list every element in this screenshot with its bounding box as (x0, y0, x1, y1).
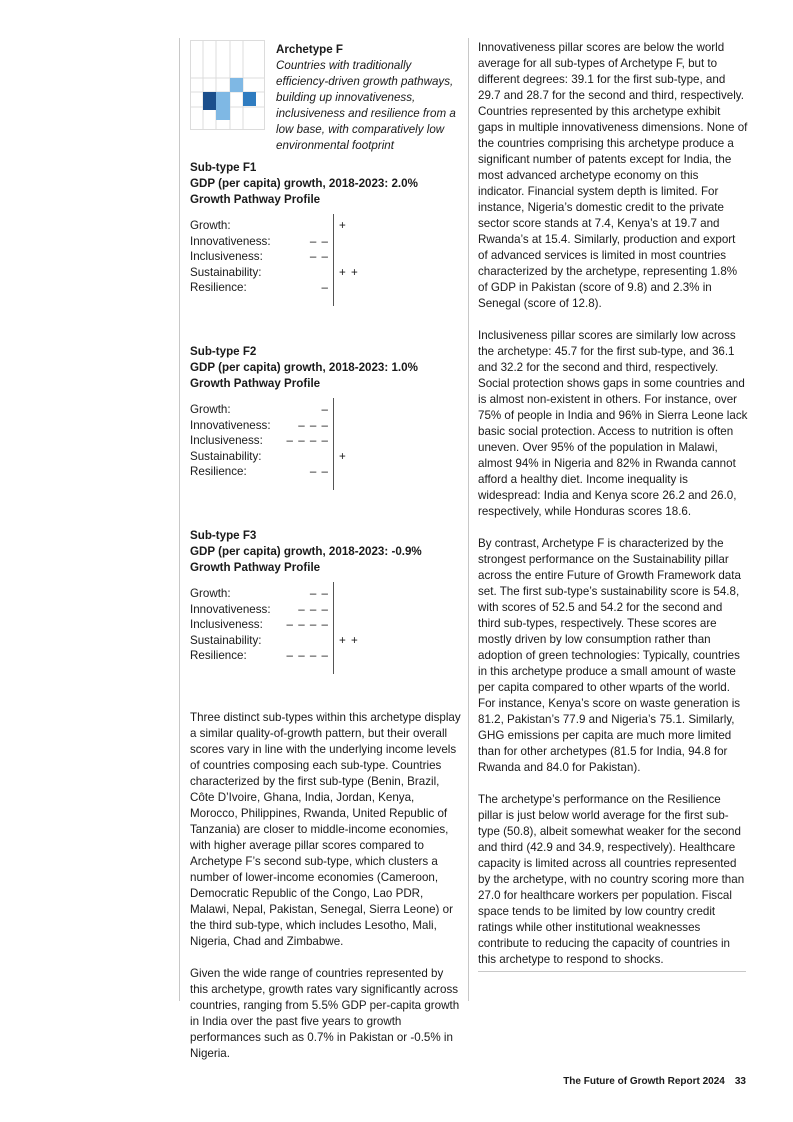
profile-label: Growth: (190, 587, 231, 600)
page-footer (563, 1076, 746, 1087)
archetype-header (190, 40, 462, 160)
profile-row (190, 402, 462, 417)
profile-row (190, 586, 462, 601)
body-paragraph: By contrast, Archetype F is characterized by the strongest performance on the Sustainability pillar across the entire Future of Growth Framework data set. The first sub-type’s sustainability score is 54.8, with scores of 52.5 and 54.2 for the second and third sub-types, respectively. These scores are mostly driven by low consumption rather than adoption of green technologies: Typically, countries in this archetype produce a small amount of waste per capita compared to other wparts of the world. For instance, Kenya’s score on waste generation is 81.2, Pakistan’s 77.9 and Nigeria’s 75.1. Similarly, GHG emissions per capita are much more limited than for other archetypes (81.5 for India, 94.8 for Rwanda and 84.0 for Pakistan). (478, 537, 741, 774)
subtype-gdp: GDP (per capita) growth, 2018-2023: -0.9% (190, 545, 422, 558)
archetype-text (276, 42, 466, 154)
profile-label: Inclusiveness: (190, 618, 263, 631)
profile-positive-marks: + + (339, 633, 359, 647)
profile-row (190, 218, 462, 233)
profile-negative-marks: – – – – (286, 618, 329, 631)
profile-row (190, 249, 462, 264)
profile-positive-marks: + (339, 219, 347, 232)
profile-row (190, 265, 462, 280)
archetype-icon-block-light-top (230, 78, 243, 92)
left-column (190, 40, 462, 1078)
body-paragraph: Given the wide range of countries represented by this archetype, growth rates vary significantly across countries, ranging from 5.5% GDP per-capita growth in India over the past five years to growth performances such as 0.7% in Pakistan or -0.5% in Nigeria. (190, 967, 460, 1060)
profile-positive-marks: + + (339, 265, 359, 279)
profile-row (190, 617, 462, 632)
profile-row (190, 648, 462, 663)
subtype-block (190, 528, 462, 678)
growth-pathway-profile (190, 402, 462, 494)
subtype-title: Sub-type F3 (190, 529, 257, 542)
archetype-icon-block-light-bottom (216, 92, 230, 120)
profile-negative-marks: – – – (298, 418, 329, 432)
archetype-title: Archetype F (276, 43, 344, 56)
body-paragraph: Three distinct sub-types within this archetype display a similar quality-of-growth pattern, but their overall scores vary in line with the underlying income levels of countries composing each sub-type. Countries characterized by the first sub-type (Benin, Brazil, Côte D’Ivoire, Ghana, India, Jordan, Kenya, Morocco, Philippines, Rwanda, United Republic of Tanzania) are closer to middle-income economies, with higher average pillar scores compared to Archetype F’s second sub-type, which clusters a number of lower-income economies (Cameroon, Democratic Republic of the Congo, Lao PDR, Malawi, Nepal, Pakistan, Senegal, Sierra Leone) or the third sub-type, which includes Lesotho, Mali, Nigeria, Chad and Zimbabwe. (190, 711, 461, 948)
profile-title: Growth Pathway Profile (190, 561, 321, 574)
right-body-text (478, 40, 748, 968)
archetype-icon (190, 40, 265, 130)
profile-negative-marks: – – – – (286, 434, 329, 447)
column-end-rule (478, 971, 746, 972)
subtype-block (190, 344, 462, 494)
subtype-block (190, 160, 462, 310)
profile-row (190, 418, 462, 433)
profile-row (190, 633, 462, 648)
profile-negative-marks: – – – (298, 602, 329, 616)
profile-label: Innovativeness: (190, 234, 271, 248)
footer-report-title: The Future of Growth Report 2024 (563, 1076, 725, 1087)
profile-label: Inclusiveness: (190, 250, 263, 263)
archetype-icon-block-dark (203, 92, 216, 110)
profile-label: Inclusiveness: (190, 434, 263, 447)
profile-row (190, 433, 462, 448)
profile-row (190, 449, 462, 464)
page-number: 33 (734, 1076, 746, 1087)
profile-negative-marks: – (321, 403, 329, 416)
profile-row (190, 280, 462, 295)
profile-label: Resilience: (190, 649, 247, 662)
left-body-text (190, 710, 462, 1062)
archetype-description: Countries with traditionally efficiency-driven growth pathways, building up innovativeness, inclusiveness and resilience from a low base, with comparatively low environmental footprint (276, 59, 456, 152)
profile-label: Sustainability: (190, 449, 262, 463)
profile-row (190, 234, 462, 249)
profile-label: Resilience: (190, 281, 247, 294)
body-paragraph: Inclusiveness pillar scores are similarly low across the archetype: 45.7 for the first sub-type, and 36.1 and 32.2 for the second and third, respectively. Social protection shows gaps in some countries and is almost non-existent in others. For instance, over 75% of people in India and 96% in Sierra Leone lack basic social protection. Access to nutrition is often uneven. Over 95% of the population in Malawi, almost 94% in Nigeria and 82% in Rwanda cannot afford a healthy diet. Income inequality is widespread: India and Kenya score 26.2 and 26.0, respectively, while Honduras scores 18.6. (478, 329, 748, 518)
profile-row (190, 464, 462, 479)
subtype-title: Sub-type F2 (190, 345, 257, 358)
profile-label: Sustainability: (190, 633, 262, 647)
left-margin-rule (179, 38, 180, 1001)
profile-negative-marks: – – (309, 587, 329, 600)
subtype-profiles (190, 160, 462, 678)
profile-negative-marks: – – – – (286, 649, 329, 662)
profile-label: Growth: (190, 403, 231, 416)
profile-negative-marks: – – (309, 250, 329, 263)
subtype-gdp: GDP (per capita) growth, 2018-2023: 1.0% (190, 361, 418, 374)
body-paragraph: The archetype’s performance on the Resilience pillar is just below world average for the first sub-type (50.8), albeit somewhat weaker for the second and third (42.9 and 34.9, respectively). Healthcare capacity is limited across all countries represented by the archetype, with no country scoring more than 27.0 for healthcare workers per population. Fiscal space tends to be limited by low country credit ratings while other institutional weaknesses contribute to reducing the capacity of countries in this archetype to respond to shocks. (478, 793, 745, 966)
growth-pathway-profile (190, 586, 462, 678)
subtype-title: Sub-type F1 (190, 161, 257, 174)
right-column (478, 40, 748, 984)
profile-title: Growth Pathway Profile (190, 193, 321, 206)
profile-negative-marks: – – (309, 234, 329, 248)
profile-label: Resilience: (190, 465, 247, 478)
profile-positive-marks: + (339, 449, 347, 463)
growth-pathway-profile (190, 218, 462, 310)
subtype-gdp: GDP (per capita) growth, 2018-2023: 2.0% (190, 177, 418, 190)
profile-label: Growth: (190, 219, 231, 232)
profile-title: Growth Pathway Profile (190, 377, 321, 390)
column-divider (468, 38, 469, 1001)
profile-negative-marks: – – (309, 465, 329, 478)
profile-label: Sustainability: (190, 265, 262, 279)
profile-label: Innovativeness: (190, 418, 271, 432)
profile-row (190, 602, 462, 617)
profile-label: Innovativeness: (190, 602, 271, 616)
archetype-icon-block-mid (243, 92, 256, 106)
body-paragraph: Innovativeness pillar scores are below the world average for all sub-types of Archetype F, but to different degrees: 39.1 for the first sub-type, and 29.7 and 28.7 for the second and third, respectively. Countries represented by this archetype exhibit gaps in multiple innovativeness dimensions. None of the countries comprising this archetype produce a significant number of patents except for India, the most advanced archetype economy on this indicator. Financial system depth is limited. For instance, Nigeria’s domestic credit to the private sector score stands at 7.4, Kenya’s at 19.7 and Rwanda’s at 15.4. Similarly, production and export of advanced services is limited in most countries characterized by the archetype, representing 1.8% of GDP in Pakistan (score of 9.8) and 2.3% in Senegal (score of 12.8). (478, 41, 748, 310)
profile-negative-marks: – (321, 281, 329, 294)
